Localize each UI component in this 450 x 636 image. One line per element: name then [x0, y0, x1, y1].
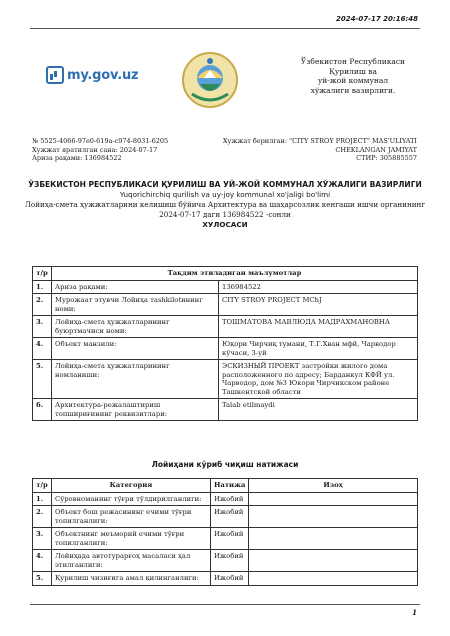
application-number: Ариза рақами: 136984522: [32, 154, 122, 162]
row-value: ТОШМАТОВА МАВЛЮДА МАДРАХМАНОВНА: [219, 316, 418, 338]
col-header-note: Изоҳ: [249, 479, 418, 493]
row-category: Лойиҳада автотурарғоҳ масаласи ҳал этилганлиги:: [52, 550, 211, 572]
logo-text: my.gov.uz: [67, 67, 139, 83]
row-category: Сўровноманинг тўғри тўлдирилганлиги:: [52, 492, 211, 506]
chart-logo-icon: [46, 66, 64, 84]
org-line-2: Қурилиш ва: [329, 66, 377, 76]
row-label: Объект манзили:: [52, 338, 219, 360]
review-result-title: Лойиҳани кўриб чиқиш натижаси: [151, 460, 299, 469]
document-heading: [20, 180, 430, 230]
row-value: Юқори Чирчиқ тумани, Т.Г.Хван мфй, Чарводор кўчаси, 3-уй: [219, 338, 418, 360]
row-result: Ижобий: [211, 506, 249, 528]
table-row: [33, 399, 418, 421]
row-note: [249, 550, 418, 572]
row-category: Объект бош режасининг ечими тўғри топилганлиги:: [52, 506, 211, 528]
table-row: [33, 338, 418, 360]
row-note: [249, 528, 418, 550]
org-line-3: уй-жой коммунал: [317, 76, 389, 85]
table-row: [33, 550, 418, 572]
document-meta-left: [32, 137, 168, 163]
department-subtitle: Yuqorichirchiq qurilish va uy-joy kommunal xo'jaligi bo'limi: [119, 190, 331, 199]
table-row: [33, 572, 418, 586]
table-row: [33, 316, 418, 338]
row-category: Объектнинг меъморий ечими тўғри топилганлиги:: [52, 528, 211, 550]
table-row: [33, 360, 418, 399]
row-num: 3.: [33, 528, 52, 550]
row-note: [249, 572, 418, 586]
org-line-4: хўжалиги вазирлиги.: [310, 85, 396, 95]
mygov-logo: [46, 66, 138, 84]
row-result: Ижобий: [211, 528, 249, 550]
timestamp: 2024-07-17 20:16:48: [335, 15, 418, 23]
header-divider: [30, 28, 420, 29]
document-date: Хужжат яратилган сана: 2024-07-17: [32, 145, 158, 154]
col-header-result: Натижа: [211, 479, 249, 493]
row-num: 6.: [33, 399, 52, 421]
ministry-title: ЎЗБЕКИСТОН РЕСПУБЛИКАСИ ҚУРИЛИШ ВА УЙ-ЖОЙ КОММУНАЛ ХЎЖАЛИГИ ВАЗИРЛИГИ: [28, 180, 422, 189]
table-row: [33, 506, 418, 528]
row-num: 5.: [33, 360, 52, 399]
row-value: Talab etilmaydi: [219, 399, 418, 421]
page-number: 1: [412, 608, 417, 617]
heading-line-4: 2024-07-17 даги 136984522 -сонли: [159, 210, 291, 219]
row-num: 1.: [33, 280, 52, 294]
row-category: Қурилиш чизиғига амал қилинганлиги:: [52, 572, 211, 586]
submitted-info-table: [32, 266, 418, 421]
row-result: Ижобий: [211, 572, 249, 586]
document-meta-right: [223, 137, 417, 163]
row-label: Лойиҳа-смета ҳужжатларининг буюртмачиси номи:: [52, 316, 219, 338]
row-num: 3.: [33, 316, 52, 338]
col-header-category: Категория: [52, 479, 211, 493]
footer-divider: [30, 604, 420, 605]
col-header-info: Тақдим этиладиган маълумотлар: [52, 267, 418, 281]
document-number: № 5525-4066-97e0-619a-c974-8031-6205: [32, 137, 169, 145]
row-result: Ижобий: [211, 550, 249, 572]
table-row: [33, 280, 418, 294]
row-num: 2.: [33, 506, 52, 528]
row-label: Архитектура-режалаштириш топшириғининг реквизитлари:: [52, 399, 219, 421]
col-header-num: т/р: [33, 267, 52, 281]
row-num: 4.: [33, 338, 52, 360]
row-value: ЭСКИЗНЫЙ ПРОЕКТ застройки жилого дома расположенного по адресу; Барданкул КФЙ ул. Чарводор, дом №3 Юкори Чирчикском районе Ташкентской области: [219, 360, 418, 399]
review-result-table: [32, 478, 418, 586]
row-note: [249, 492, 418, 506]
org-line-1: Ўзбекистон Республикаси: [300, 57, 406, 66]
org-name-block: [278, 57, 428, 95]
issued-to-cont: CHEKLANGAN JAMIYAT: [335, 145, 417, 154]
tax-id: СТИР: 305885557: [356, 154, 417, 162]
row-num: 5.: [33, 572, 52, 586]
heading-line-3: Лойиҳа-смета ҳужжатларини келишиш бўйича Архитектура ва шаҳарсозлик кенгаши ишчи органининг: [24, 200, 426, 209]
row-num: 4.: [33, 550, 52, 572]
row-num: 1.: [33, 492, 52, 506]
row-label: Мурожаат этувчи Лойиҳа тashkilotининг номи:: [52, 294, 219, 316]
state-emblem-icon: [180, 50, 240, 110]
row-note: [249, 506, 418, 528]
conclusion-title: ХУЛОСАСИ: [202, 220, 248, 229]
row-value: CITY STROY PROJECT MChJ: [219, 294, 418, 316]
row-label: Ариза рақами:: [52, 280, 219, 294]
row-result: Ижобий: [211, 492, 249, 506]
table-row: [33, 294, 418, 316]
row-num: 2.: [33, 294, 52, 316]
row-label: Лойиҳа-смета ҳужжатларининг номланиши:: [52, 360, 219, 399]
table-row: [33, 492, 418, 506]
issued-to: Хужжат берилган: "CITY STROY PROJECT" MAS'ULIYATI: [222, 137, 417, 145]
row-value: 136984522: [219, 280, 418, 294]
col-header-num: т/р: [33, 479, 52, 493]
table-row: [33, 528, 418, 550]
